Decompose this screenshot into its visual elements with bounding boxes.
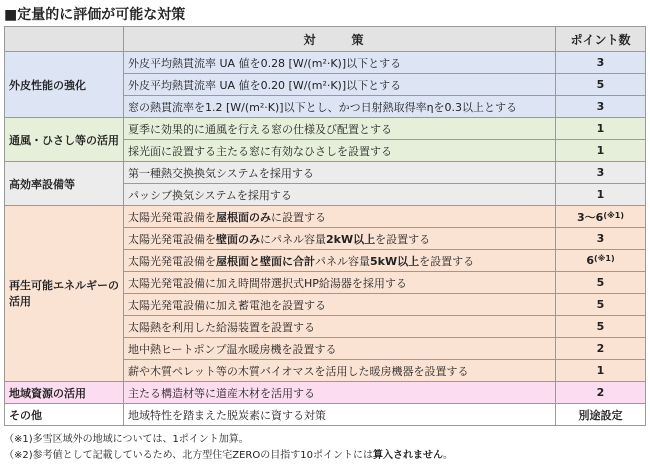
- measure-cell: [124, 206, 556, 228]
- measure-text-post: にパネル容量: [260, 232, 326, 246]
- points-value: 3: [596, 232, 605, 245]
- category-cell: 外皮性能の強化: [5, 52, 124, 118]
- points-value: 5: [596, 320, 605, 333]
- points-cell: [556, 96, 646, 118]
- measure-text-pre: パッシブ換気システムを採用する: [128, 188, 292, 202]
- points-value: 3: [596, 166, 605, 179]
- measure-text-em2: 2kW以上: [326, 232, 376, 246]
- measure-text-pre: 外皮平均熱貫流率 UA 値を0.20 [W/(m²·K)]以下とする: [128, 78, 402, 92]
- table-row: [5, 118, 646, 140]
- points-value: 1: [596, 188, 605, 201]
- footnote-2-emphasis: 算入されません: [372, 450, 443, 461]
- measure-cell: [124, 162, 556, 184]
- measure-cell: [124, 228, 556, 250]
- measure-text-em2: 5kW以上: [370, 254, 420, 268]
- points-cell: [556, 206, 646, 228]
- table-row: [5, 382, 646, 404]
- measure-text-post2: を設置する: [375, 232, 431, 246]
- measure-text-pre: 太陽熱を利用した給湯装置を設置する: [128, 320, 315, 334]
- points-cell: [556, 360, 646, 382]
- measure-text-post2: を設置する: [419, 254, 475, 268]
- points-cell: [556, 316, 646, 338]
- measure-text-pre: 主たる構造材等に道産木材を活用する: [128, 386, 315, 400]
- measure-cell: [124, 272, 556, 294]
- points-value: 5: [596, 276, 605, 289]
- table-row: [5, 162, 646, 184]
- footnote-2-end: 。: [442, 450, 453, 461]
- measure-text-pre: 太陽光発電設備に加え時間帯選択式HP給湯器を採用する: [128, 276, 407, 290]
- table-row: [5, 52, 646, 74]
- measure-cell: [124, 316, 556, 338]
- measure-text-em: 屋根面のみ: [216, 210, 271, 224]
- table-row: [5, 404, 646, 426]
- footnote-1: （※1)多雪区域外の地域については、1ポイント加算。: [4, 434, 249, 445]
- measure-cell: [124, 96, 556, 118]
- measure-text-pre: 窓の熱貫流率を1.2 [W/(m²·K)]以下とし、かつ日射熱取得率η: [128, 100, 434, 114]
- points-value: 別途設定: [578, 408, 623, 422]
- points-value: 5: [596, 78, 605, 91]
- measure-cell: [124, 382, 556, 404]
- measure-cell: [124, 52, 556, 74]
- measure-text-pre: 地中熱ヒートポンプ温水暖房機を設置する: [128, 342, 337, 356]
- category-cell: その他: [5, 404, 124, 426]
- measure-cell: [124, 360, 556, 382]
- header-blank: [5, 27, 124, 52]
- measure-text-pre: 外皮平均熱貫流率 UA 値を0.28 [W/(m²·K)]以下とする: [128, 56, 402, 70]
- points-value: 1: [596, 122, 605, 135]
- measure-text-pre: 太陽光発電設備を: [128, 210, 216, 224]
- header-measure: 対 策: [124, 27, 556, 52]
- measure-text-pre: 太陽光発電設備を: [128, 232, 216, 246]
- category-cell: 通風・ひさし等の活用: [5, 118, 124, 162]
- category-cell: 高効率設備等: [5, 162, 124, 206]
- points-cell: [556, 118, 646, 140]
- measure-cell: [124, 338, 556, 360]
- measure-text-pre: 地域特性を踏まえた脱炭素に資する対策: [128, 408, 326, 422]
- measures-table: [4, 26, 646, 426]
- header-points: ポイント数: [556, 27, 646, 52]
- points-value: 3～6: [577, 210, 604, 224]
- points-cell: [556, 228, 646, 250]
- points-value: 2: [596, 342, 605, 355]
- points-cell: [556, 338, 646, 360]
- points-cell: [556, 382, 646, 404]
- page-title: ■定量的に評価が可能な対策: [4, 7, 186, 23]
- points-cell: [556, 250, 646, 272]
- category-cell: 再生可能エネルギーの活用: [5, 206, 124, 382]
- points-value: 1: [596, 144, 605, 157]
- measure-cell: [124, 404, 556, 426]
- points-cell: [556, 272, 646, 294]
- points-value: 3: [596, 56, 605, 69]
- measure-text-post: を0.3以上とする: [433, 100, 518, 114]
- points-value: 5: [596, 298, 605, 311]
- table-row: [5, 206, 646, 228]
- points-cell: [556, 140, 646, 162]
- measure-cell: [124, 294, 556, 316]
- measure-text-post: に設置する: [271, 210, 326, 224]
- measure-cell: [124, 250, 556, 272]
- measure-text-pre: 太陽光発電設備に加え蓄電池を設置する: [128, 298, 326, 312]
- measure-text-em: 屋根面と壁面に合計: [216, 254, 315, 268]
- points-value: 6: [586, 254, 594, 267]
- footnotes: [4, 432, 453, 464]
- points-cell: [556, 162, 646, 184]
- footnote-2-text: （※2)参考値として記載しているため、北方型住宅ZEROの目指す10ポイントには: [4, 450, 373, 461]
- points-cell: [556, 294, 646, 316]
- measure-text-pre: 薪や木質ペレット等の木質バイオマスを活用した暖房機器を設置する: [128, 364, 469, 378]
- footnote-mark: (※1): [603, 210, 624, 220]
- measure-text-pre: 夏季に効果的に通風を行える窓の仕様及び配置とする: [128, 122, 392, 136]
- points-value: 1: [596, 364, 605, 377]
- measure-cell: [124, 140, 556, 162]
- table-header-row: [5, 27, 646, 52]
- measure-cell: [124, 184, 556, 206]
- points-cell: [556, 404, 646, 426]
- measure-text-em: 壁面のみ: [216, 232, 260, 246]
- measure-text-pre: 第一種熱交換換気システムを採用する: [128, 166, 314, 180]
- footnote-2: [4, 448, 453, 464]
- points-cell: [556, 74, 646, 96]
- measure-cell: [124, 74, 556, 96]
- measure-text-post: パネル容量: [315, 254, 370, 268]
- points-cell: [556, 184, 646, 206]
- footnote-mark: (※1): [594, 254, 615, 263]
- points-cell: [556, 52, 646, 74]
- category-cell: 地域資源の活用: [5, 382, 124, 404]
- points-value: 2: [596, 386, 605, 399]
- measure-text-pre: 太陽光発電設備を: [128, 254, 216, 268]
- measure-cell: [124, 118, 556, 140]
- points-value: 3: [596, 100, 605, 113]
- measure-text-pre: 採光面に設置する主たる窓に有効なひさしを設置する: [128, 144, 392, 158]
